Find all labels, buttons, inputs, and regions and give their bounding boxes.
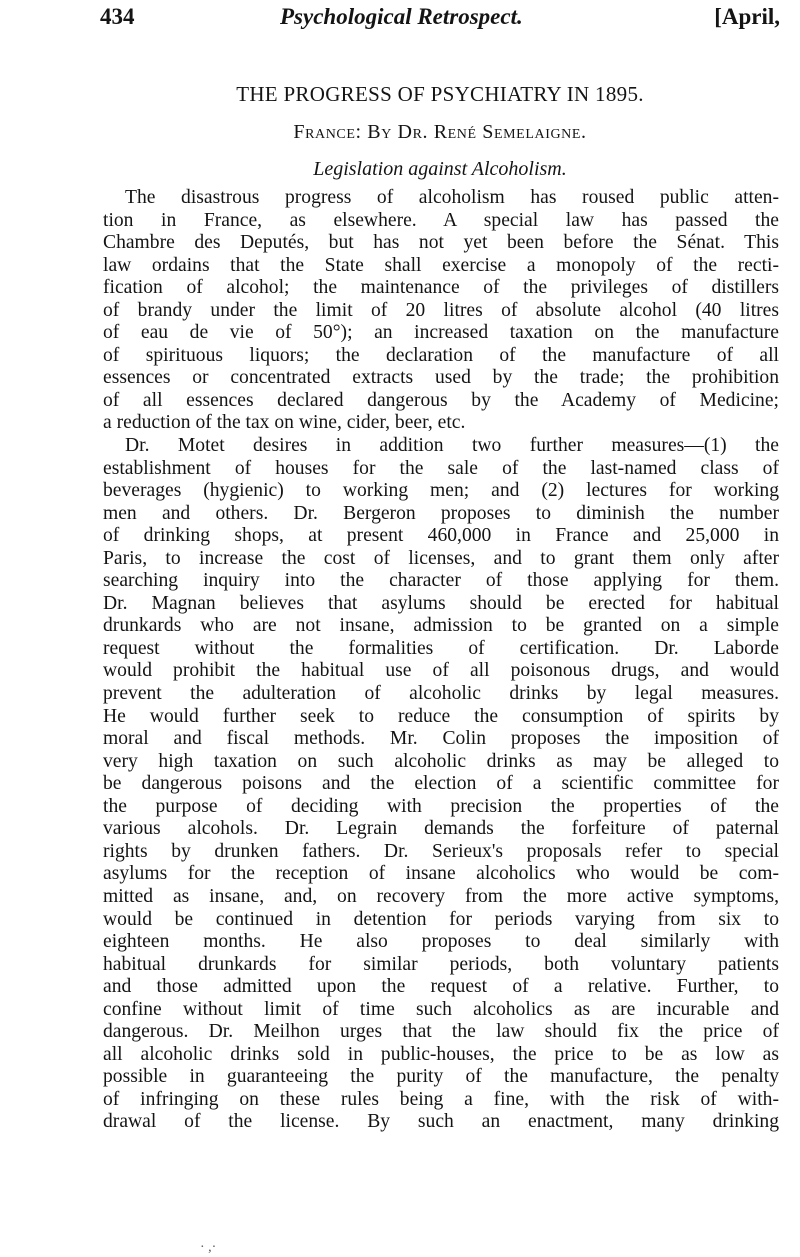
text-line: dangerous. Dr. Meilhon urges that the law should fix the price of [103, 1021, 779, 1043]
text-line: mitted as insane, and, on recovery from the more active symptoms, [103, 885, 779, 907]
text-line: would be continued in detention for periods varying from six to [103, 908, 779, 930]
text-line: the purpose of deciding with precision the properties of the [103, 795, 779, 817]
text-line: of eau de vie of 50°); an increased taxation on the manufacture [103, 322, 779, 344]
text-line: of all essences declared dangerous by the Academy of Medicine; [103, 389, 779, 411]
text-line: beverages (hygienic) to working men; and (2) lectures for working [103, 480, 779, 502]
text-line: request without the formalities of certification. Dr. Laborde [103, 637, 779, 659]
text-line: eighteen months. He also proposes to deal similarly with [103, 931, 779, 953]
text-line: asylums for the reception of insane alcoholics who would be com- [103, 863, 779, 885]
text-line: possible in guaranteeing the purity of the manufacture, the penalty [103, 1066, 779, 1088]
text-line: confine without limit of time such alcoholics as are incurable and [103, 998, 779, 1020]
text-line: very high taxation on such alcoholic drinks as may be alleged to [103, 750, 779, 772]
section-heading: Legislation against Alcoholism. [313, 158, 567, 180]
text-line: essences or concentrated extracts used by the trade; the prohibition [103, 367, 779, 389]
paragraph [103, 435, 779, 1134]
page-number: 434 [100, 4, 135, 29]
text-line: law ordains that the State shall exercise a monopoly of the recti- [103, 254, 779, 276]
text-line: of drinking shops, at present 460,000 in France and 25,000 in [103, 525, 779, 547]
text-line: He would further seek to reduce the consumption of spirits by [103, 705, 779, 727]
scan-mark: · ,· [200, 1240, 217, 1255]
body-text [103, 187, 779, 1134]
running-title: Psychological Retrospect. [280, 4, 523, 29]
text-line: of brandy under the limit of 20 litres of absolute alcohol (40 litres [103, 299, 779, 321]
text-line: The disastrous progress of alcoholism has roused public atten- [125, 187, 779, 208]
text-line: would prohibit the habitual use of all poisonous drugs, and would [103, 660, 779, 682]
text-line: Paris, to increase the cost of licenses, and to grant them only after [103, 547, 779, 569]
text-line: of spirituous liquors; the declaration of the manufacture of all [103, 344, 779, 366]
paragraph [103, 187, 779, 435]
running-head [100, 4, 780, 34]
text-line: habitual drunkards for similar periods, both voluntary patients [103, 953, 779, 975]
article-title: THE PROGRESS OF PSYCHIATRY IN 1895. [236, 82, 644, 106]
running-date: [April, [714, 4, 780, 29]
text-line: fication of alcohol; the maintenance of the privileges of distillers [103, 277, 779, 299]
text-line: establishment of houses for the sale of the last-named class of [103, 457, 779, 479]
text-line: searching inquiry into the character of those applying for them. [103, 570, 779, 592]
text-line: Dr. Magnan believes that asylums should be erected for habitual [103, 592, 779, 614]
byline: France: By Dr. René Semelaigne. [293, 121, 587, 143]
text-line: rights by drunken fathers. Dr. Serieux's proposals refer to special [103, 840, 779, 862]
text-line: men and others. Dr. Bergeron proposes to diminish the number [103, 502, 779, 524]
text-line: drunkards who are not insane, admission to be granted on a simple [103, 615, 779, 637]
text-line: moral and fiscal methods. Mr. Colin proposes the imposition of [103, 728, 779, 750]
text-line: tion in France, as elsewhere. A special law has passed the [103, 209, 779, 231]
text-line: Dr. Motet desires in addition two further measures—(1) the [125, 435, 779, 457]
text-line: various alcohols. Dr. Legrain demands the forfeiture of paternal [103, 818, 779, 840]
text-line: prevent the adulteration of alcoholic drinks by legal measures. [103, 683, 779, 705]
text-line: be dangerous poisons and the election of a scientific committee for [103, 773, 779, 795]
text-line: all alcoholic drinks sold in public-houses, the price to be as low as [103, 1043, 779, 1065]
text-line: drawal of the license. By such an enactment, many drinking [103, 1111, 779, 1133]
text-line: of infringing on these rules being a fine, with the risk of with- [103, 1088, 779, 1110]
text-line: and those admitted upon the request of a relative. Further, to [103, 976, 779, 998]
text-line: Chambre des Deputés, but has not yet been before the Sénat. This [103, 232, 779, 254]
text-line: a reduction of the tax on wine, cider, beer, etc. [103, 412, 466, 434]
